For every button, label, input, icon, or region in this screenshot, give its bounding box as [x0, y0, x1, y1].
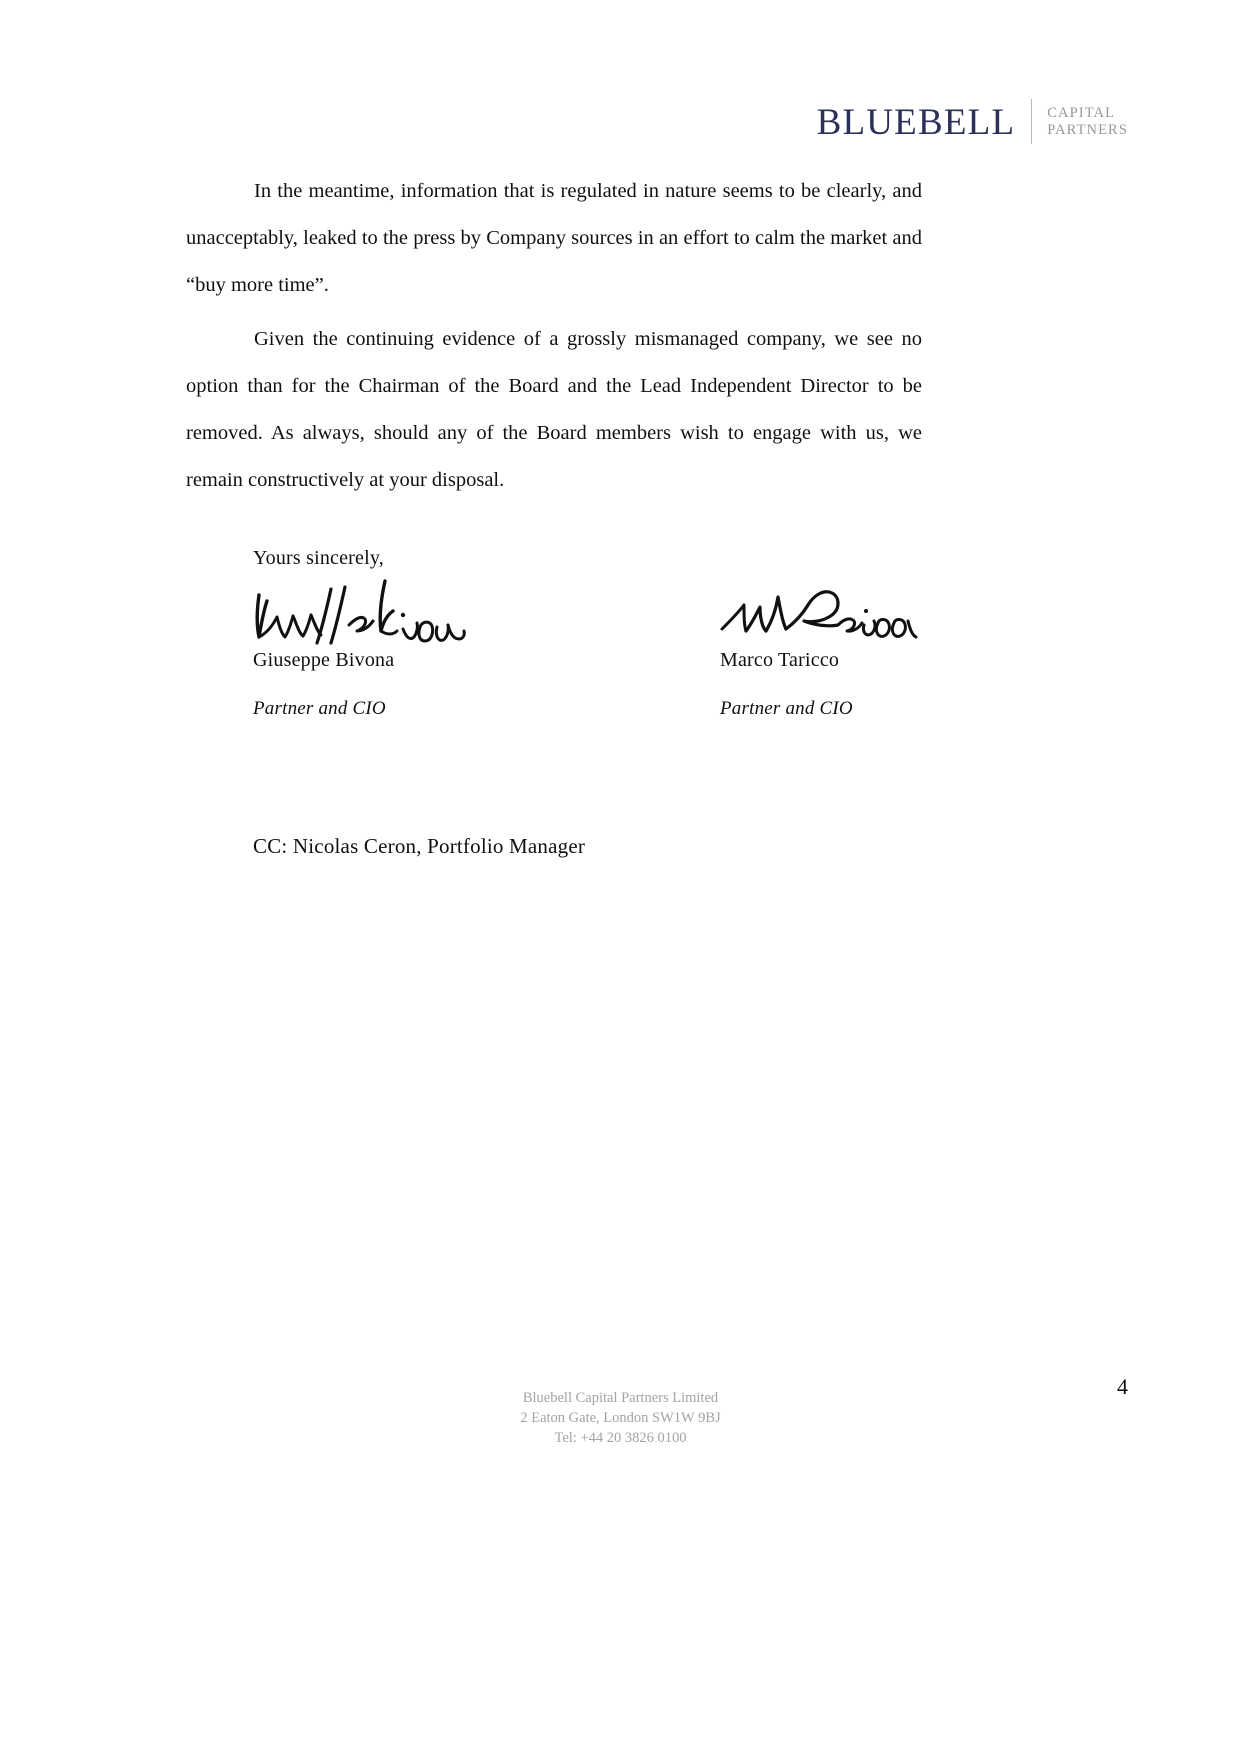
page-footer [0, 1388, 1241, 1448]
handwritten-signature-marco-taricco-icon [720, 575, 1060, 647]
letter-body [186, 168, 922, 504]
company-logo [817, 96, 1128, 148]
body-paragraph-2: Given the continuing evidence of a grossly mismanaged company, we see no option than for the Chairman of the Board and the Lead Independent Director to be removed. As always, should any of the Board members wish to engage with us, we remain constructively at your disposal. [186, 328, 922, 491]
signatory-block-1 [253, 575, 593, 720]
footer-line-telephone: Tel: +44 20 3826 0100 [554, 1430, 687, 1446]
logo-subtitle-line-2: PARTNERS [1047, 122, 1128, 138]
cc-line: CC: Nicolas Ceron, Portfolio Manager [253, 834, 586, 858]
logo-subtitle [1032, 105, 1128, 139]
signatory-name-1: Giuseppe Bivona [253, 649, 395, 671]
logo-subtitle-line-1: CAPITAL [1047, 104, 1116, 121]
signatory-title-1: Partner and CIO [253, 698, 386, 719]
footer-line-address: 2 Eaton Gate, London SW1W 9BJ [520, 1410, 721, 1426]
logo-wordmark: BLUEBELL [816, 101, 1016, 143]
body-paragraph-1: In the meantime, information that is regulated in nature seems to be clearly, and unacceptably, leaked to the press by Company sources in an effort to calm the market and “buy more time”. [186, 180, 922, 296]
signatory-title-2: Partner and CIO [720, 698, 853, 719]
closing-salutation: Yours sincerely, [253, 547, 384, 569]
signatory-block-2 [720, 575, 1060, 720]
page-number: 4 [1117, 1374, 1128, 1399]
signatory-name-2: Marco Taricco [720, 649, 840, 671]
handwritten-signature-giuseppe-bivona-icon [253, 575, 593, 647]
footer-line-company: Bluebell Capital Partners Limited [522, 1390, 719, 1406]
